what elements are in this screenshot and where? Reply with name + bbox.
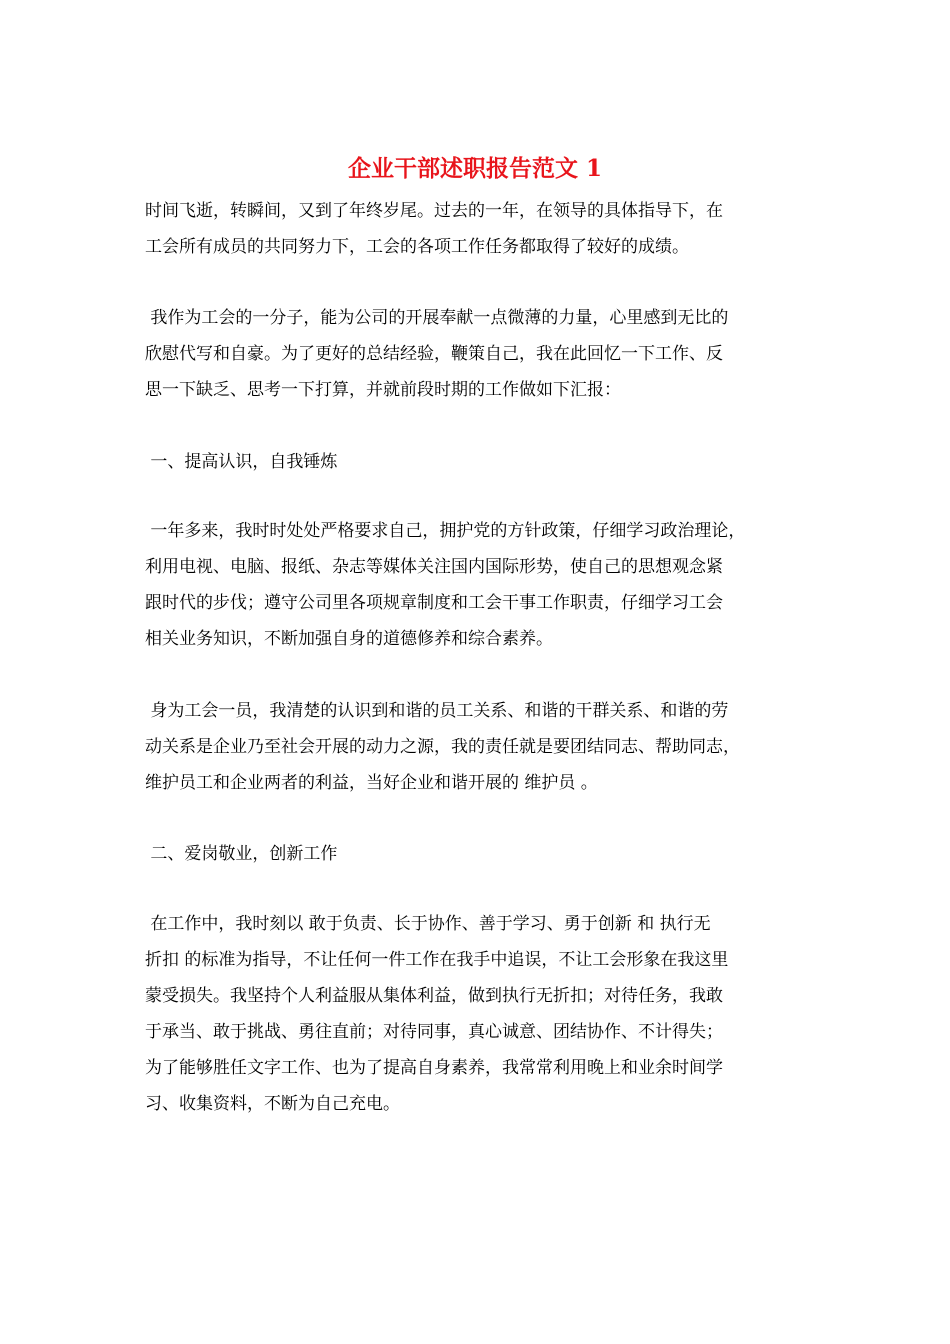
paragraph-line: 时间飞逝，转瞬间，又到了年终岁尾。过去的一年，在领导的具体指导下，在 bbox=[145, 201, 723, 221]
paragraph-line: 利用电视、电脑、报纸、杂志等媒体关注国内国际形势，使自己的思想观念紧 bbox=[145, 557, 723, 577]
paragraph-line: 动关系是企业乃至社会开展的动力之源，我的责任就是要团结同志、帮助同志， bbox=[145, 737, 740, 757]
paragraph-line: 为了能够胜任文字工作、也为了提高自身素养，我常常利用晚上和业余时间学 bbox=[145, 1058, 723, 1078]
paragraph-line: 在工作中，我时刻以 敢于负责、长于协作、善于学习、勇于创新 和 执行无 bbox=[145, 914, 711, 934]
paragraph-line: 折扣 的标准为指导，不让任何一件工作在我手中追误，不让工会形象在我这里 bbox=[145, 950, 729, 970]
paragraph-line: 我作为工会的一分子，能为公司的开展奉献一点微薄的力量，心里感到无比的 bbox=[145, 308, 729, 328]
paragraph-line: 工会所有成员的共同努力下，工会的各项工作任务都取得了较好的成绩。 bbox=[145, 237, 689, 257]
paragraph-line: 思一下缺乏、思考一下打算，并就前段时期的工作做如下汇报： bbox=[145, 380, 621, 400]
paragraph-line: 于承当、敢于挑战、勇往直前；对待同事，真心诚意、团结协作、不计得失； bbox=[145, 1022, 723, 1042]
paragraph-line: 欣慰代写和自豪。为了更好的总结经验，鞭策自己，我在此回忆一下工作、反 bbox=[145, 344, 723, 364]
section-heading: 二、爱岗敬业，创新工作 bbox=[145, 844, 338, 864]
paragraph-line: 相关业务知识，不断加强自身的道德修养和综合素养。 bbox=[145, 629, 553, 649]
paragraph-line: 一年多来，我时时处处严格要求自己，拥护党的方针政策，仔细学习政治理论， bbox=[145, 521, 746, 541]
document-title: 企业干部述职报告范文 1 bbox=[347, 155, 602, 182]
paragraph-line: 维护员工和企业两者的利益，当好企业和谐开展的 维护员 。 bbox=[145, 773, 598, 793]
paragraph-line: 习、收集资料，不断为自己充电。 bbox=[145, 1094, 400, 1114]
section-heading: 一、提高认识，自我锤炼 bbox=[145, 452, 338, 472]
paragraph-line: 蒙受损失。我坚持个人利益服从集体利益，做到执行无折扣；对待任务，我敢 bbox=[145, 986, 723, 1006]
paragraph-line: 身为工会一员，我清楚的认识到和谐的员工关系、和谐的干群关系、和谐的劳 bbox=[145, 701, 729, 721]
paragraph-line: 跟时代的步伐；遵守公司里各项规章制度和工会干事工作职责，仔细学习工会 bbox=[145, 593, 723, 613]
